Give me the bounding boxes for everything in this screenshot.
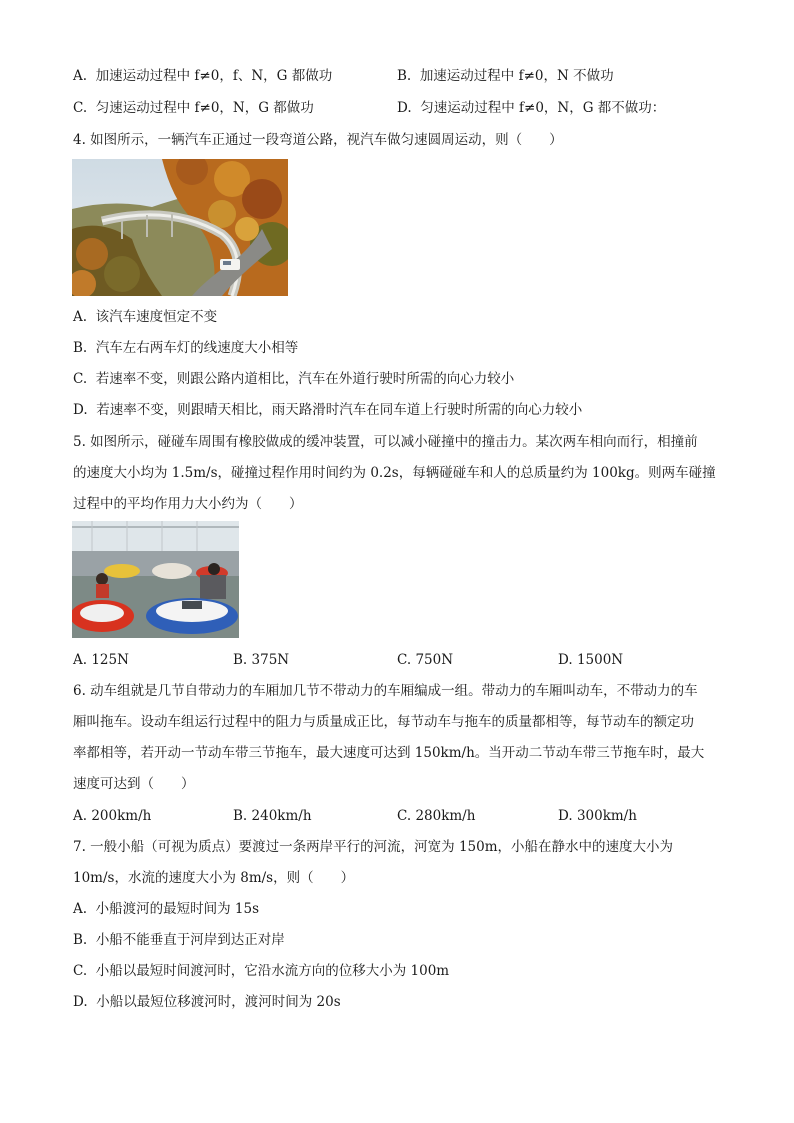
q3-option-c: C. 匀速运动过程中 f≠0，N，G 都做功 (73, 100, 314, 116)
q4-option-c: C. 若速率不变，则跟公路内道相比，汽车在外道行驶时所需的向心力较小 (73, 371, 515, 387)
q4-option-b: B. 汽车左右两车灯的线速度大小相等 (73, 340, 299, 356)
q7-stem-line-2: 10m/s，水流的速度大小为 8m/s，则（ ） (73, 870, 355, 886)
q7-option-c: C. 小船以最短时间渡河时，它沿水流方向的位移大小为 100m (73, 963, 450, 979)
q5-stem-line-3: 过程中的平均作用力大小约为（ ） (73, 496, 303, 512)
q6-option-d: D. 300km/h (558, 808, 637, 824)
q7-stem-line-1: 7. 一般小船（可视为质点）要渡过一条两岸平行的河流，河宽为 150m，小船在静水中的速度大小为 (73, 839, 674, 855)
q7-option-a: A. 小船渡河的最短时间为 15s (73, 901, 260, 917)
q6-stem-line-1: 6. 动车组就是几节自带动力的车厢加几节不带动力的车厢编成一组。带动力的车厢叫动车，不带动力的车 (73, 683, 698, 699)
q6-option-b: B. 240km/h (233, 808, 312, 824)
q5-option-c: C. 750N (397, 652, 454, 668)
q3-option-a: A. 加速运动过程中 f≠0，f、N，G 都做功 (73, 68, 333, 84)
bumper-cars-photo (72, 521, 239, 638)
q5-option-b: B. 375N (233, 652, 290, 668)
q7-option-b: B. 小船不能垂直于河岸到达正对岸 (73, 932, 285, 948)
q6-option-c: C. 280km/h (397, 808, 476, 824)
q7-option-d: D. 小船以最短位移渡河时，渡河时间为 20s (73, 994, 341, 1010)
q6-stem-line-2: 厢叫拖车。设动车组运行过程中的阻力与质量成正比，每节动车与拖车的质量都相等，每节动车的额定功 (73, 714, 694, 730)
q4-stem: 4. 如图所示，一辆汽车正通过一段弯道公路，视汽车做匀速圆周运动，则（ ） (73, 132, 563, 148)
q4-option-d: D. 若速率不变，则跟晴天相比，雨天路滑时汽车在同车道上行驶时所需的向心力较小 (73, 402, 583, 418)
q5-option-a: A. 125N (73, 652, 129, 668)
q6-option-a: A. 200km/h (73, 808, 152, 824)
q6-stem-line-3: 率都相等，若开动一节动车带三节拖车，最大速度可达到 150km/h。当开动二节动车带三节拖车时，最大 (73, 745, 705, 761)
q6-stem-line-4: 速度可达到（ ） (73, 776, 195, 792)
curved-road-photo (72, 159, 288, 296)
q5-option-d: D. 1500N (558, 652, 624, 668)
q5-stem-line-1: 5. 如图所示，碰碰车周围有橡胶做成的缓冲装置，可以减小碰撞中的撞击力。某次两车相向而行，相撞前 (73, 434, 698, 450)
q5-stem-line-2: 的速度大小均为 1.5m/s，碰撞过程作用时间约为 0.2s，每辆碰碰车和人的总质量约为 100kg。则两车碰撞 (73, 465, 716, 481)
q4-option-a: A. 该汽车速度恒定不变 (73, 309, 218, 325)
q3-option-b: B. 加速运动过程中 f≠0，N 不做功 (397, 68, 614, 84)
q3-option-d: D. 匀速运动过程中 f≠0，N，G 都不做功： (397, 100, 666, 116)
